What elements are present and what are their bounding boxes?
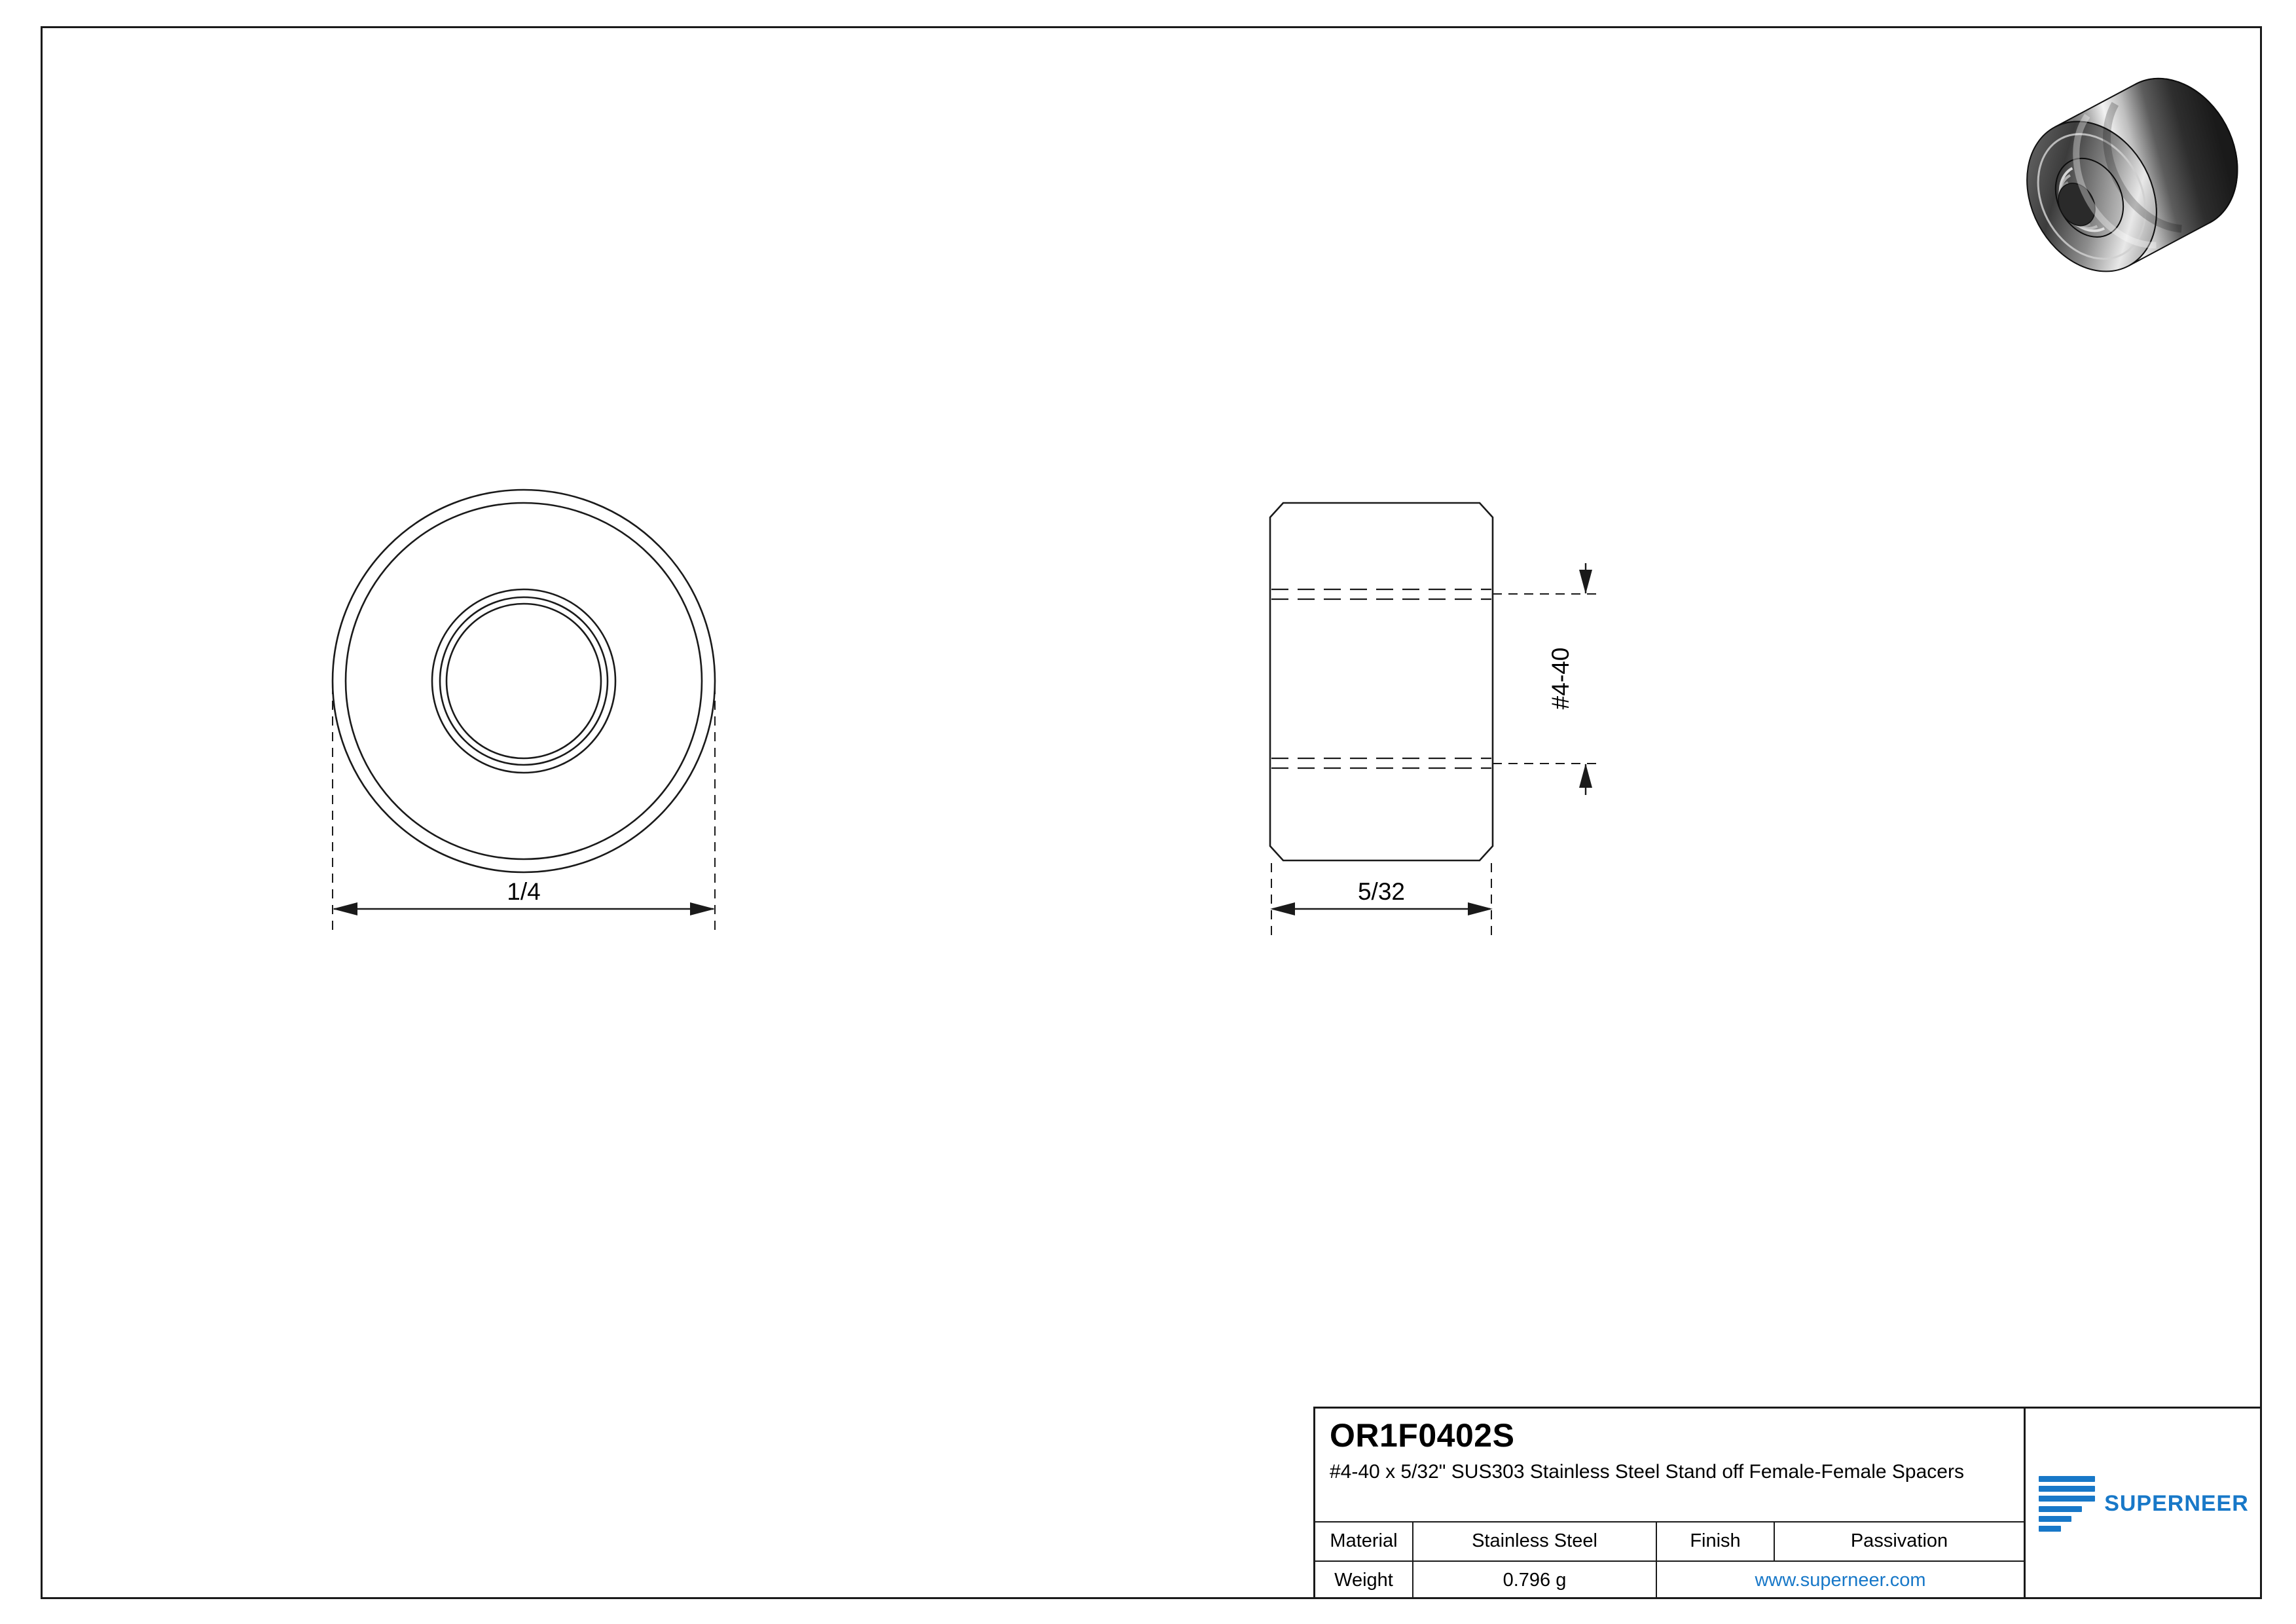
superneer-logo-icon <box>2039 1476 2095 1532</box>
part-description: #4-40 x 5/32" SUS303 Stainless Steel Stand off Female-Female Spacers <box>1330 1461 1964 1483</box>
weight-label: Weight <box>1334 1569 1393 1591</box>
brand-logo <box>2024 1409 2262 1599</box>
side-view-length-dimension: 5/32 <box>1357 878 1406 905</box>
material-value: Stainless Steel <box>1412 1522 1656 1560</box>
title-block <box>1313 1407 2262 1599</box>
website-link[interactable]: www.superneer.com <box>1656 1562 2024 1600</box>
finish-label: Finish <box>1656 1522 1774 1560</box>
isometric-3d-view <box>1935 33 2249 360</box>
part-code: OR1F0402S <box>1330 1417 1515 1454</box>
weight-value: 0.796 g <box>1412 1562 1656 1600</box>
material-label: Material <box>1330 1530 1398 1552</box>
spec-table <box>1315 1521 2024 1599</box>
side-view-thread-dimension: #4-40 <box>1547 647 1574 710</box>
table-row <box>1315 1522 2024 1560</box>
table-row <box>1315 1560 2024 1600</box>
front-view-diameter-dimension: 1/4 <box>507 878 541 905</box>
title-block-info <box>1315 1409 2024 1599</box>
finish-value: Passivation <box>1774 1522 2024 1560</box>
brand-name: SUPERNEER <box>2104 1491 2249 1516</box>
front-circular-view <box>288 485 759 1028</box>
side-section-view <box>1264 485 1735 1028</box>
